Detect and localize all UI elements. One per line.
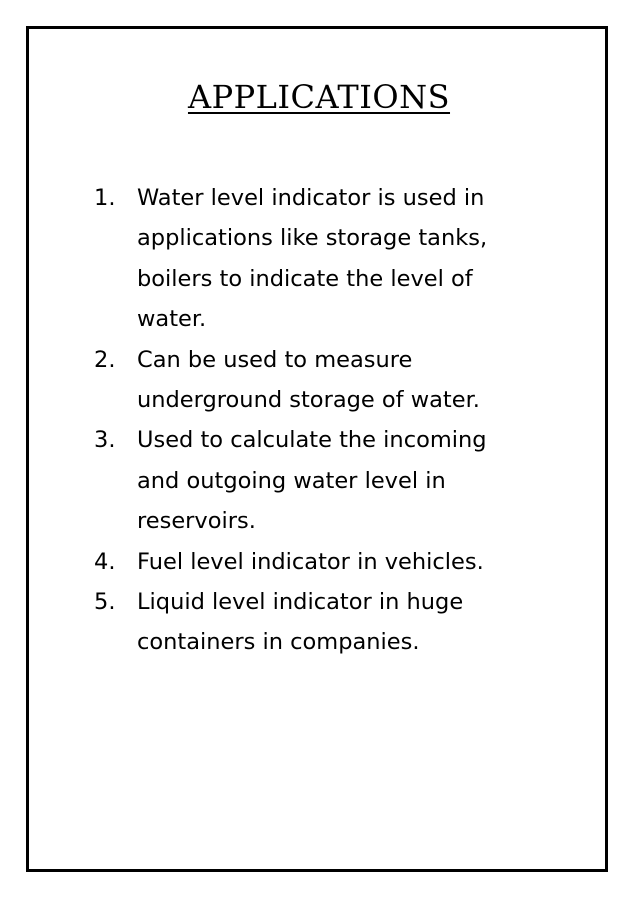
applications-list bbox=[94, 178, 534, 663]
list-item-1 bbox=[94, 178, 534, 340]
list-item-3 bbox=[94, 420, 534, 541]
list-item-number: 2. bbox=[94, 346, 116, 373]
list-item-line: Liquid level indicator in huge bbox=[137, 589, 464, 616]
list-item-line: containers in companies. bbox=[137, 629, 420, 656]
list-item-line: Used to calculate the incoming bbox=[137, 427, 487, 454]
list-item-number: 3. bbox=[94, 427, 116, 454]
list-item-5 bbox=[94, 582, 534, 663]
list-item-line: water. bbox=[137, 306, 207, 333]
list-item-line: Fuel level indicator in vehicles. bbox=[137, 548, 484, 575]
list-item-line: Water level indicator is used in bbox=[137, 185, 485, 211]
list-item-line: applications like storage tanks, bbox=[137, 225, 488, 252]
page-title bbox=[0, 78, 638, 116]
list-item-line: and outgoing water level in bbox=[137, 467, 446, 494]
list-item-4 bbox=[94, 542, 534, 582]
list-item-number: 1. bbox=[94, 185, 116, 211]
page-title-text: APPLICATIONS bbox=[187, 78, 451, 116]
list-item-number: 5. bbox=[94, 589, 116, 616]
list-item-number: 4. bbox=[94, 548, 116, 575]
list-item-line: reservoirs. bbox=[137, 508, 256, 535]
list-item-2 bbox=[94, 340, 534, 421]
list-item-line: Can be used to measure bbox=[137, 346, 413, 373]
list-item-line: boilers to indicate the level of bbox=[137, 265, 473, 292]
list-item-line: underground storage of water. bbox=[137, 387, 480, 414]
